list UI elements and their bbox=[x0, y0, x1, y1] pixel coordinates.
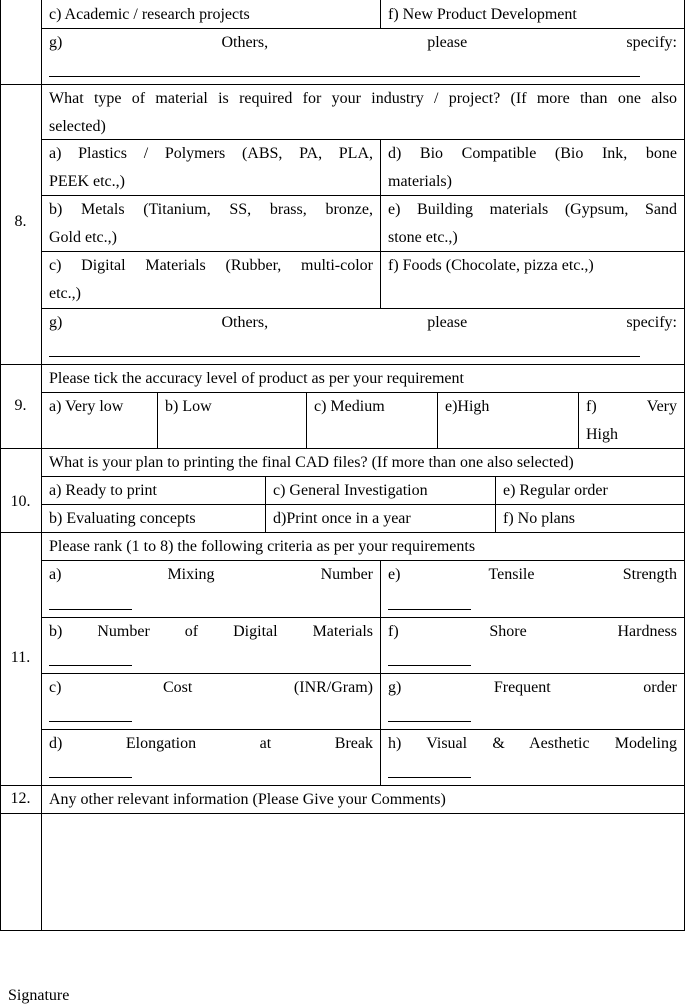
signature-label: Signature bbox=[8, 987, 70, 1004]
q11-rank-field-c[interactable] bbox=[49, 721, 132, 722]
q11-criterion-f: f) Shore Hardness bbox=[388, 623, 677, 640]
q12-number: 12. bbox=[10, 790, 31, 807]
q8-question-line: What type of material is required for your industry / project? (If more than one also bbox=[49, 90, 677, 107]
q8-option-g-others[interactable] bbox=[41, 308, 685, 337]
q12-question: Any other relevant information (Please Give your Comments) bbox=[49, 791, 446, 808]
q8-number: 8. bbox=[14, 213, 27, 230]
q8-question bbox=[41, 84, 685, 141]
q9-option-e[interactable]: e)High bbox=[445, 398, 490, 415]
others-label-word: Others, bbox=[221, 34, 269, 51]
q10-option-a[interactable]: a) Ready to print bbox=[49, 482, 157, 499]
q8-option-c[interactable]: c) Digital Materials (Rubber, multi-color etc.,) bbox=[49, 257, 373, 302]
q7-option-f[interactable]: f) New Product Development bbox=[388, 6, 577, 23]
q11-rank-field-e[interactable] bbox=[388, 609, 471, 610]
q11-rank-field-d[interactable] bbox=[49, 777, 132, 778]
q9-option-f[interactable]: f) Very High bbox=[586, 398, 677, 443]
q8-others-specify-line[interactable] bbox=[49, 356, 640, 357]
q11-criterion-g: g) Frequent order bbox=[388, 679, 677, 696]
q10-question: What is your plan to printing the final CAD files? (If more than one also selected) bbox=[49, 454, 574, 471]
others-label-please: please bbox=[427, 314, 468, 331]
q7-others-specify-line[interactable] bbox=[49, 76, 640, 77]
q11-criterion-e: e) Tensile Strength bbox=[388, 566, 677, 583]
q10-option-b[interactable]: b) Evaluating concepts bbox=[49, 510, 196, 527]
others-label-word: Others, bbox=[221, 314, 269, 331]
q8-option-e[interactable]: e) Building materials (Gypsum, Sand stone etc.,) bbox=[388, 201, 677, 246]
q11-rank-field-g[interactable] bbox=[388, 721, 471, 722]
q11-rank-field-h[interactable] bbox=[388, 777, 471, 778]
q10-option-d[interactable]: d)Print once in a year bbox=[273, 510, 411, 527]
others-label-specify: specify: bbox=[626, 314, 677, 331]
q9-option-c[interactable]: c) Medium bbox=[314, 398, 385, 415]
q11-rank-field-a[interactable] bbox=[49, 609, 132, 610]
q9-number: 9. bbox=[14, 397, 27, 414]
q10-option-c[interactable]: c) General Investigation bbox=[273, 482, 428, 499]
q11-rank-field-f[interactable] bbox=[388, 665, 471, 666]
q9-option-a[interactable]: a) Very low bbox=[49, 398, 124, 415]
q10-option-f[interactable]: f) No plans bbox=[503, 510, 575, 527]
q9-option-b[interactable]: b) Low bbox=[165, 398, 212, 415]
q8-question-line: selected) bbox=[49, 118, 106, 135]
q12-comments-area[interactable] bbox=[42, 814, 684, 930]
q8-option-b[interactable]: b) Metals (Titanium, SS, brass, bronze, Gold etc.,) bbox=[49, 201, 373, 246]
others-label-g: g) bbox=[49, 34, 63, 51]
q7-option-c[interactable]: c) Academic / research projects bbox=[49, 6, 250, 23]
q11-criterion-h: h) Visual & Aesthetic Modeling bbox=[388, 735, 677, 752]
q11-rank-field-b[interactable] bbox=[49, 665, 132, 666]
q11-criterion-a: a) Mixing Number bbox=[49, 566, 373, 583]
q11-criterion-b: b) Number of Digital Materials bbox=[49, 623, 373, 640]
q11-number: 11. bbox=[10, 649, 31, 666]
q7-option-g-others[interactable] bbox=[41, 28, 685, 57]
q9-question: Please tick the accuracy level of product as per your requirement bbox=[49, 370, 464, 387]
others-label-specify: specify: bbox=[626, 34, 677, 51]
q8-option-d[interactable]: d) Bio Compatible (Bio Ink, bone materials) bbox=[388, 145, 677, 190]
others-label-g: g) bbox=[49, 314, 63, 331]
q8-option-f[interactable]: f) Foods (Chocolate, pizza etc.,) bbox=[388, 257, 594, 274]
others-label-please: please bbox=[427, 34, 468, 51]
q8-option-a[interactable]: a) Plastics / Polymers (ABS, PA, PLA, PEEK etc.,) bbox=[49, 145, 373, 190]
q11-criterion-c: c) Cost (INR/Gram) bbox=[49, 679, 373, 696]
q11-criterion-d: d) Elongation at Break bbox=[49, 735, 373, 752]
q10-option-e[interactable]: e) Regular order bbox=[503, 482, 608, 499]
q10-number: 10. bbox=[10, 493, 31, 510]
q11-question: Please rank (1 to 8) the following criteria as per your requirements bbox=[49, 538, 476, 555]
